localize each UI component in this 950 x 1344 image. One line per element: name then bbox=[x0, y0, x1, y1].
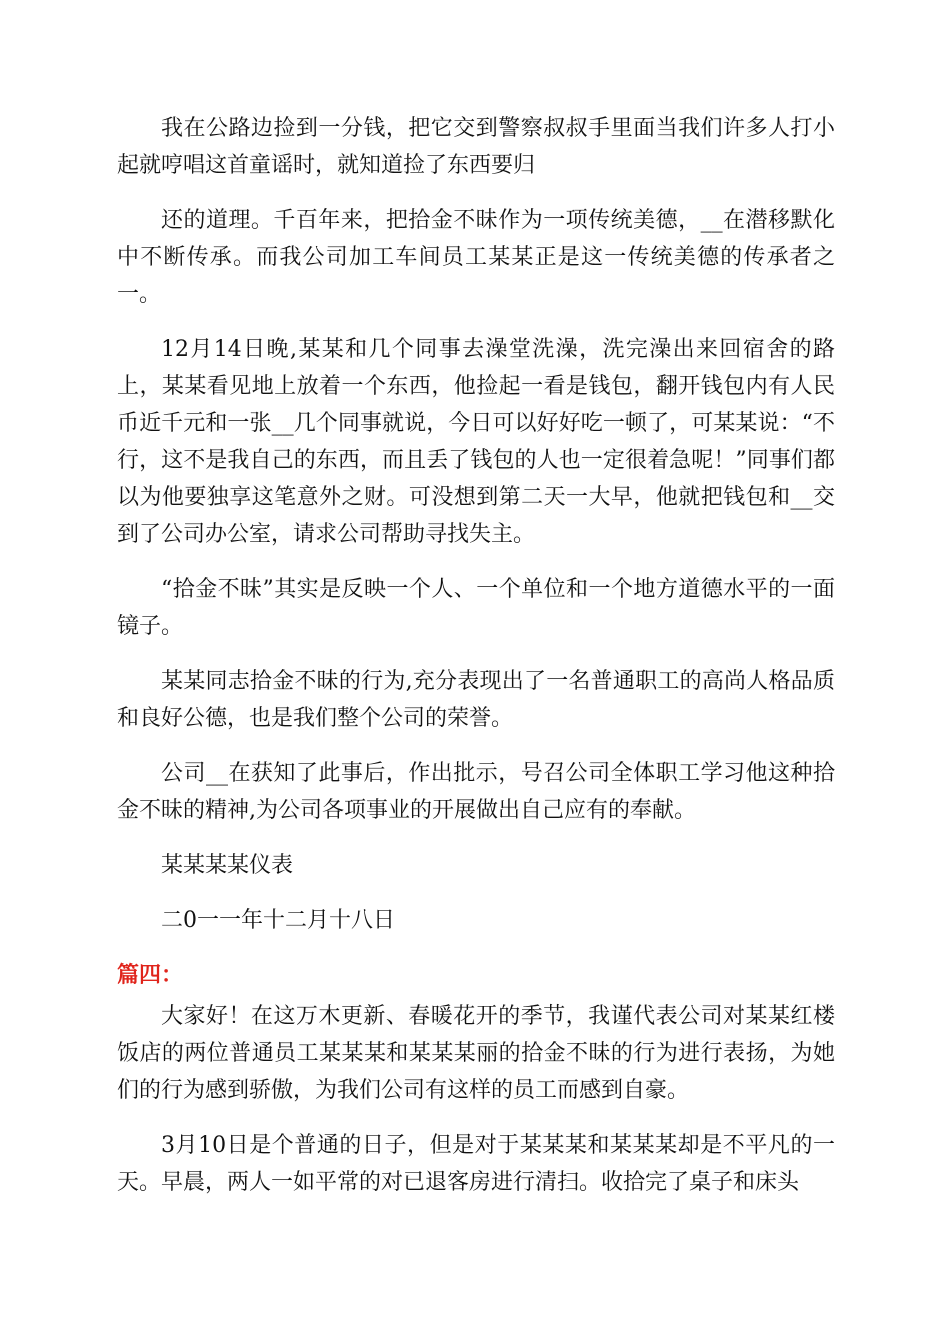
paragraph: 3月10日是个普通的日子，但是对于某某某和某某某却是不平凡的一天。早晨，两人一如平常的对已退客房进行清扫。收拾完了桌子和床头 bbox=[117, 1133, 835, 1195]
paragraph: 还的道理。千百年来，把拾金不昧作为一项传统美德，__在潜移默化中不断传承。而我公司加工车间员工某某正是这一传统美德的传承者之一。 bbox=[117, 208, 835, 307]
paragraph: 我在公路边捡到一分钱，把它交到警察叔叔手里面当我们许多人打小起就哼唱这首童谣时，就知道捡了东西要归 bbox=[117, 116, 835, 178]
paragraph: 12月14日晚,某某和几个同事去澡堂洗澡，洗完澡出来回宿舍的路上，某某看见地上放着一个东西，他捡起一看是钱包，翻开钱包内有人民币近千元和一张__几个同事就说，今日可以好好吃一顿了，可某某说：“不行，这不是我自己的东西，而且丢了钱包的人也一定很着急呢！”同事们都以为他要独享这笔意外之财。可没想到第二天一大早，他就把钱包和__交到了公司办公室，请求公司帮助寻找失主。 bbox=[117, 337, 835, 547]
paragraph: 大家好！在这万木更新、春暖花开的季节，我谨代表公司对某某红楼饭店的两位普通员工某某某和某某某丽的拾金不昧的行为进行表扬，为她们的行为感到骄傲，为我们公司有这样的员工而感到自豪。 bbox=[117, 1004, 835, 1103]
document-body bbox=[117, 110, 835, 1219]
paragraph: 某某同志拾金不昧的行为,充分表现出了一名普通职工的高尚人格品质和良好公德，也是我们整个公司的荣誉。 bbox=[117, 669, 835, 731]
date-line: 二0一一年十二月十八日 bbox=[161, 908, 395, 933]
signature-line: 某某某某仪表 bbox=[161, 853, 294, 878]
paragraph: 公司__在获知了此事后，作出批示，号召公司全体职工学习他这种拾金不昧的精神,为公司各项事业的开展做出自己应有的奉献。 bbox=[117, 761, 835, 823]
paragraph: “拾金不昧”其实是反映一个人、一个单位和一个地方道德水平的一面镜子。 bbox=[117, 577, 835, 639]
section-heading: 篇四： bbox=[117, 963, 184, 988]
